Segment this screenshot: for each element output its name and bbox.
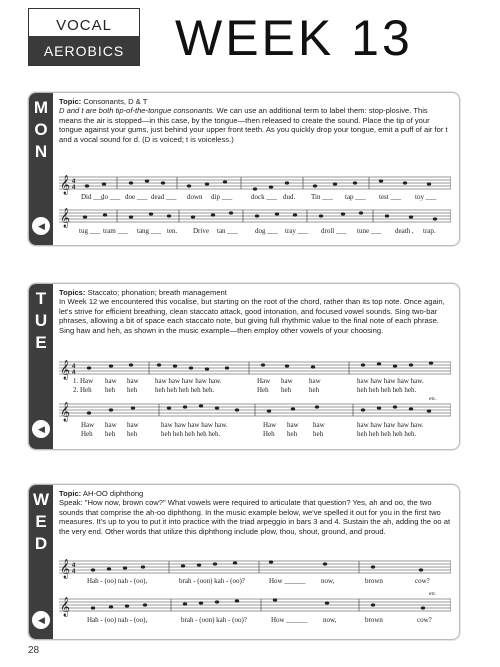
lyric: heh bbox=[281, 386, 292, 394]
page-title: WEEK 13 bbox=[175, 10, 413, 66]
lyric: tune ___ bbox=[357, 227, 382, 235]
lyric: ten. bbox=[167, 227, 178, 235]
lyric: do ___ bbox=[101, 193, 121, 201]
lyric: Heh bbox=[263, 430, 275, 438]
audio-play-icon[interactable]: ◀ bbox=[32, 611, 50, 629]
lyric: now, bbox=[321, 577, 335, 585]
day-sidebar-mon bbox=[29, 93, 53, 245]
music-example bbox=[59, 559, 451, 637]
lyric: heh bbox=[313, 430, 324, 438]
audio-play-icon[interactable]: ◀ bbox=[32, 420, 50, 438]
lyric: Haw bbox=[81, 421, 95, 429]
lyric: tray ___ bbox=[285, 227, 309, 235]
panel-mon bbox=[28, 92, 460, 246]
svg-text:𝄞: 𝄞 bbox=[60, 175, 71, 194]
lyric: trap. bbox=[423, 227, 436, 235]
body-text: In Week 12 we encountered this vocalise, but starting on the root of the chord, rather than its top note. Once again, let's strive for efficient breathing, clean staccato attack, good intonation, and focused vowel sounds. Sing two-bar phrases, allowing a bit of space each staccato note, but giving full rhythmic value to the final note of each phrase. Sing haw and heh, as shown in the music example—then employ other vowels of your choosing. bbox=[59, 297, 445, 335]
svg-text:4: 4 bbox=[72, 185, 76, 191]
svg-text:𝄞: 𝄞 bbox=[60, 208, 71, 227]
lyric: heh bbox=[309, 386, 320, 394]
svg-text:𝄞: 𝄞 bbox=[60, 360, 71, 379]
svg-text:𝄞: 𝄞 bbox=[60, 597, 71, 616]
lyric: tram ___ bbox=[103, 227, 129, 235]
audio-play-icon[interactable]: ◀ bbox=[32, 217, 50, 235]
lyric: haw haw haw haw haw. bbox=[161, 421, 228, 429]
lyric: haw haw haw haw haw. bbox=[155, 377, 222, 385]
etc-marking: etc. bbox=[429, 396, 437, 402]
topic-label: Topics: bbox=[59, 288, 86, 297]
lyric: Haw bbox=[257, 377, 271, 385]
day-letter: U bbox=[34, 311, 48, 330]
lyric: tap ___ bbox=[345, 193, 366, 201]
day-letter: D bbox=[34, 534, 48, 553]
lyric: haw bbox=[309, 377, 321, 385]
day-letter: M bbox=[33, 98, 49, 117]
badge-bottom: AEROBICS bbox=[29, 36, 139, 65]
lyric: tug ___ bbox=[79, 227, 101, 235]
topic: Staccato; phonation; breath management bbox=[87, 288, 227, 297]
day-letter: O bbox=[34, 120, 48, 139]
lyric: heh heh heh heh heh. bbox=[161, 430, 221, 438]
lyric: 2. Heh bbox=[73, 386, 92, 394]
day-letter: E bbox=[35, 333, 47, 352]
lyric: death , bbox=[395, 227, 414, 235]
body-text: We can use an additional term to label them: stop-plosive. This means the air is stopped—in this case, by the tongue—then released to create the sound. Place the tip of your tongue against your gums, just behind your upper front teeth. As you quickly drop your tongue, emit a puff of air for t and a vocal sound for d. (D is voiced; t is voiceless.) bbox=[59, 106, 448, 144]
svg-text:4: 4 bbox=[72, 364, 76, 370]
page-number: 28 bbox=[28, 645, 40, 656]
lyric: brown bbox=[365, 577, 383, 585]
lyric: haw haw haw haw haw. bbox=[357, 421, 424, 429]
lyric: haw bbox=[127, 377, 139, 385]
lyric: How ______ bbox=[271, 616, 308, 624]
lyric: 1. Haw bbox=[73, 377, 94, 385]
panel-wed bbox=[28, 484, 460, 640]
lyric: heh heh heh heh heh. bbox=[357, 430, 417, 438]
music-example bbox=[59, 360, 451, 446]
lyric: doe ___ bbox=[125, 193, 148, 201]
lyric: heh bbox=[105, 386, 116, 394]
lyric: heh bbox=[105, 430, 116, 438]
lyric: Haw bbox=[263, 421, 277, 429]
lyric: heh heh heh heh heh. bbox=[155, 386, 215, 394]
lyric: test ___ bbox=[379, 193, 401, 201]
svg-text:4: 4 bbox=[72, 370, 76, 376]
exercise-text bbox=[59, 489, 451, 536]
topic: AH-OO diphthong bbox=[82, 489, 144, 498]
lyric: haw bbox=[105, 421, 117, 429]
lyric: dead ___ bbox=[151, 193, 177, 201]
exercise-text bbox=[59, 97, 451, 144]
day-sidebar-tue bbox=[29, 284, 53, 449]
svg-text:4: 4 bbox=[72, 569, 76, 575]
lyric: Hah - (oo) nah - (oo), bbox=[87, 577, 148, 585]
day-letter: T bbox=[35, 289, 47, 308]
day-sidebar-wed bbox=[29, 485, 53, 639]
day-letter: N bbox=[34, 142, 48, 161]
lyric: Drive bbox=[193, 227, 209, 235]
day-letter: W bbox=[32, 490, 50, 509]
lyric: now, bbox=[323, 616, 337, 624]
svg-text:𝄞: 𝄞 bbox=[60, 402, 71, 421]
badge-top: VOCAL bbox=[29, 9, 139, 36]
day-letter: E bbox=[35, 512, 47, 531]
lyric: tang ___ bbox=[137, 227, 162, 235]
lyric: cow? bbox=[415, 577, 430, 585]
body-text: Speak: "How now, brown cow?" What vowels were required to articulate that question? Yes, ah and oo, the two sounds that comprise the ah-oo diphthong. In the music example below, we've spelled it out for you in the first two measures. It's up to you to put it into practice with the triad arpeggio in bars 3 and 4. Sustain the ah, adding the oo at the very end. Other words that utilize this diphthong include plow, thou, shout, ground, and proud. bbox=[59, 498, 451, 536]
lyric: haw haw haw haw haw. bbox=[357, 377, 424, 385]
lyric: cow? bbox=[417, 616, 432, 624]
lyric: dud. bbox=[283, 193, 296, 201]
lyric: toy ___ bbox=[415, 193, 437, 201]
lyric: tan ___ bbox=[217, 227, 238, 235]
lyric: droll ___ bbox=[321, 227, 347, 235]
lyric: brah - (oon) kah - (oo)? bbox=[181, 616, 247, 624]
lyric: Hah - (oo) nah - (oo), bbox=[87, 616, 148, 624]
lyric: heh heh heh heh heh. bbox=[357, 386, 417, 394]
music-example bbox=[59, 175, 451, 241]
lyric: How ______ bbox=[269, 577, 306, 585]
lyric: heh bbox=[287, 430, 298, 438]
lyric: haw bbox=[281, 377, 293, 385]
lyric: heh bbox=[127, 430, 138, 438]
topic-label: Topic: bbox=[59, 97, 82, 106]
lyric: dip ___ bbox=[211, 193, 233, 201]
lyric: brown bbox=[365, 616, 383, 624]
topic-label: Topic: bbox=[59, 489, 82, 498]
lyric: Heh bbox=[81, 430, 93, 438]
topic: Consonants, D & T bbox=[83, 97, 148, 106]
lyric: haw bbox=[105, 377, 117, 385]
lyric: heh bbox=[127, 386, 138, 394]
lyric: Did ___ bbox=[81, 193, 104, 201]
lyric: down bbox=[187, 193, 203, 201]
body-intro: D and t are both tip-of-the-tongue consonants. bbox=[59, 106, 215, 116]
lyric: haw bbox=[287, 421, 299, 429]
etc-marking: etc. bbox=[429, 591, 437, 597]
lyric: dock ___ bbox=[251, 193, 277, 201]
svg-text:4: 4 bbox=[72, 179, 76, 185]
panel-tue bbox=[28, 283, 460, 450]
exercise-text bbox=[59, 288, 451, 335]
svg-text:𝄞: 𝄞 bbox=[60, 559, 71, 578]
lyric: haw bbox=[127, 421, 139, 429]
series-badge bbox=[28, 8, 140, 66]
svg-text:4: 4 bbox=[72, 563, 76, 569]
lyric: haw bbox=[313, 421, 325, 429]
lyric: Tin ___ bbox=[311, 193, 333, 201]
lyric: brah - (oon) kah - (oo)? bbox=[179, 577, 245, 585]
lyric: Heh bbox=[257, 386, 269, 394]
lyric: dog ___ bbox=[255, 227, 278, 235]
